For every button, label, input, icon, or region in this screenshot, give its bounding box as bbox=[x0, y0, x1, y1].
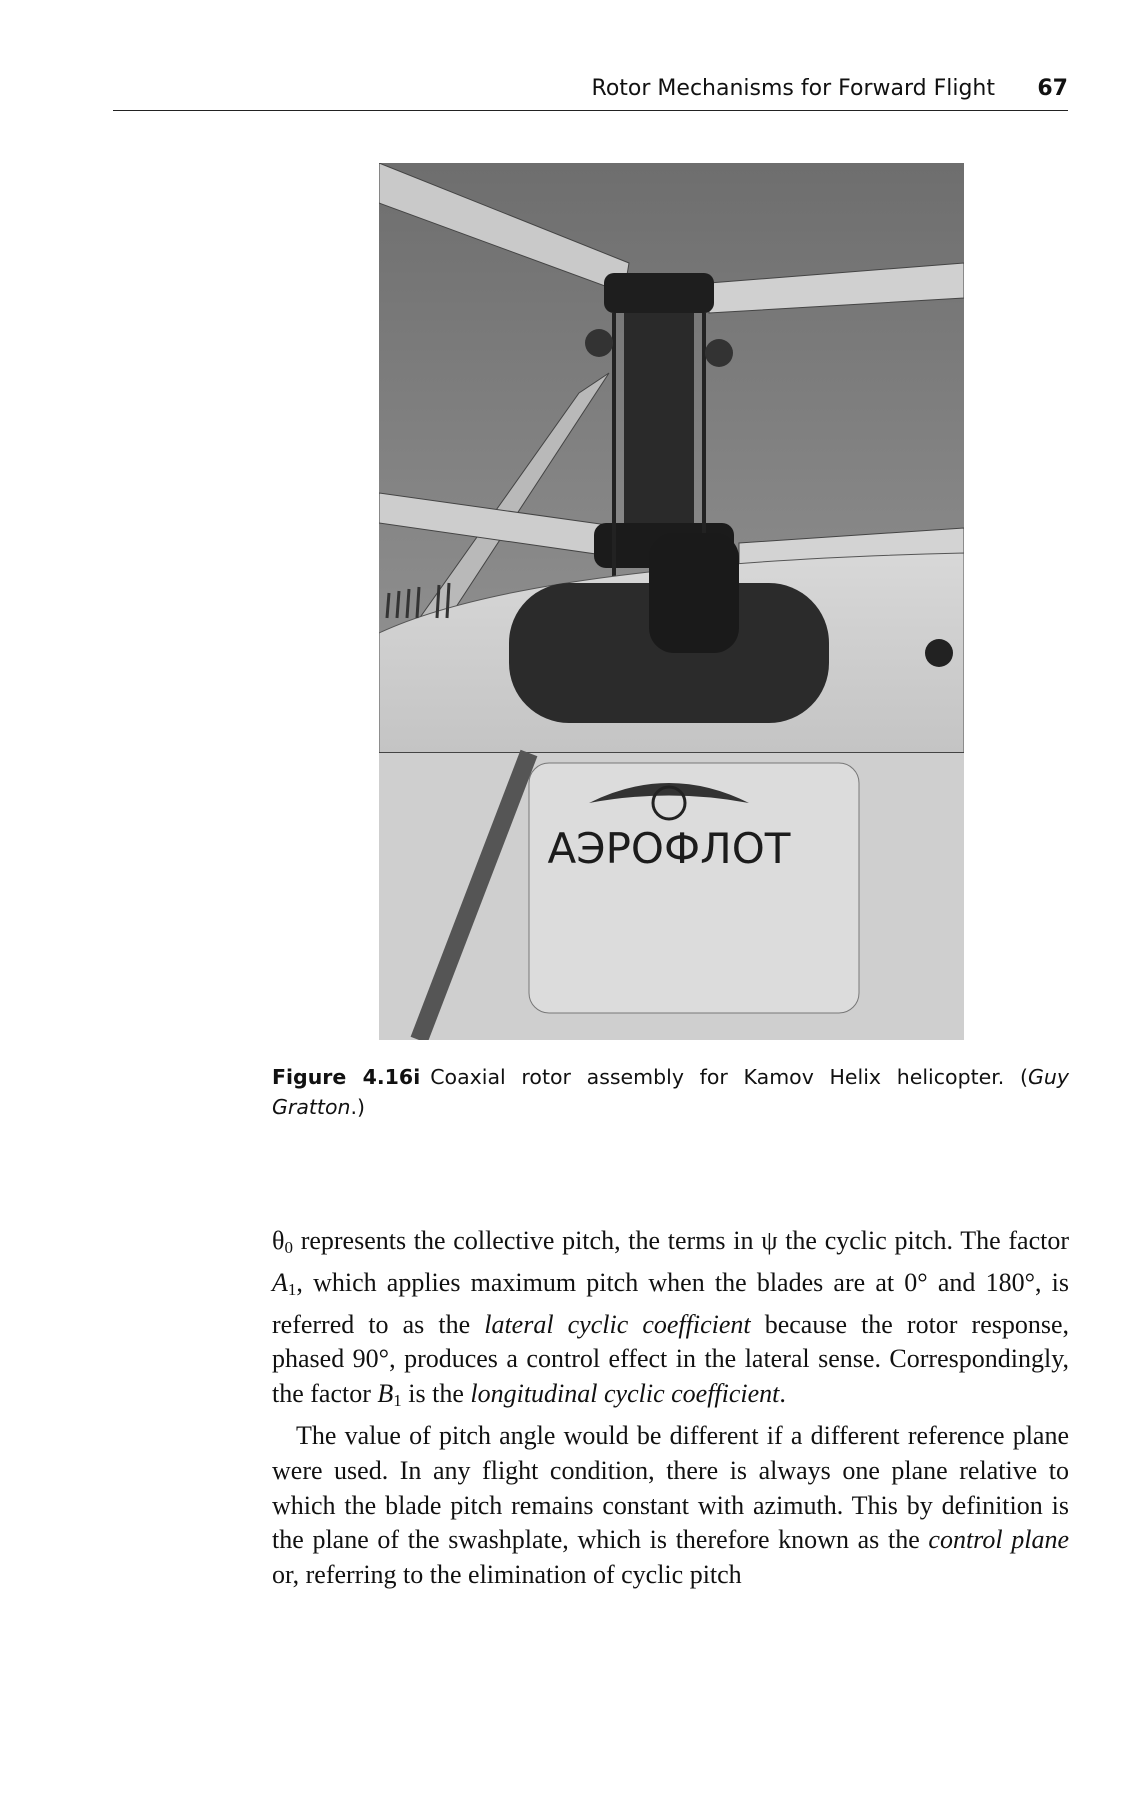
p2-text-2: or, referring to the elimination of cyclic pitch bbox=[272, 1560, 742, 1590]
theta-symbol: θ bbox=[272, 1226, 285, 1255]
caption-credit: Guy Gratton bbox=[272, 1065, 1069, 1119]
figure-caption bbox=[272, 1062, 1069, 1122]
p1-text-1: represents the collective pitch, the terms in ψ the cyclic pitch. The factor bbox=[292, 1226, 1069, 1255]
term-control-plane: control plane bbox=[928, 1525, 1070, 1555]
p1-text-2: , which applies maximum pitch when the blades are at 0° and 180°, is referred to as the bbox=[272, 1267, 1069, 1339]
emblem-panel bbox=[529, 763, 859, 1013]
aeroflot-lettering: АЭРОФЛОТ bbox=[547, 824, 791, 873]
theta-subscript: 0 bbox=[284, 1238, 293, 1257]
hinge-right bbox=[705, 339, 733, 367]
term-lateral-cyclic: lateral cyclic coefficient bbox=[484, 1309, 751, 1339]
paragraph-2 bbox=[272, 1419, 1069, 1593]
body-text bbox=[272, 1224, 1069, 1593]
p1-text-4: is the bbox=[401, 1379, 471, 1409]
p2-text-1: The value of pitch angle would be different if a different reference plane were used. In any flight condition, there is always one plane relative to which the blade pitch remains constant with azimuth. This by definition is the plane of the swashplate, which is therefore known as the bbox=[272, 1420, 1069, 1555]
helicopter-rotor-illustration bbox=[379, 163, 964, 1040]
p1-text-5: . bbox=[779, 1379, 786, 1409]
var-b: B bbox=[377, 1379, 394, 1409]
cowling-port bbox=[925, 639, 953, 667]
hinge-left bbox=[585, 329, 613, 357]
paragraph-1 bbox=[272, 1224, 1069, 1419]
figure-photo bbox=[379, 163, 964, 1040]
var-a: A bbox=[272, 1267, 288, 1297]
upper-hub bbox=[604, 273, 714, 313]
p1-text-3: because the rotor response, phased 90°, produces a control effect in the lateral sense. Correspondingly, the factor bbox=[272, 1309, 1070, 1409]
var-a-subscript: 1 bbox=[287, 1279, 297, 1299]
rotor-mast bbox=[624, 313, 694, 553]
var-b-subscript: 1 bbox=[393, 1391, 402, 1411]
exhaust-duct bbox=[649, 533, 739, 653]
figure-label: Figure 4.16i bbox=[272, 1065, 421, 1089]
term-longitudinal-cyclic: longitudinal cyclic coefficient bbox=[470, 1379, 780, 1409]
running-header bbox=[113, 72, 1068, 111]
caption-closing: .) bbox=[350, 1095, 366, 1119]
page-number: 67 bbox=[1037, 76, 1068, 101]
running-title: Rotor Mechanisms for Forward Flight bbox=[591, 76, 995, 101]
caption-text: Coaxial rotor assembly for Kamov Helix helicopter. ( bbox=[430, 1065, 1028, 1089]
